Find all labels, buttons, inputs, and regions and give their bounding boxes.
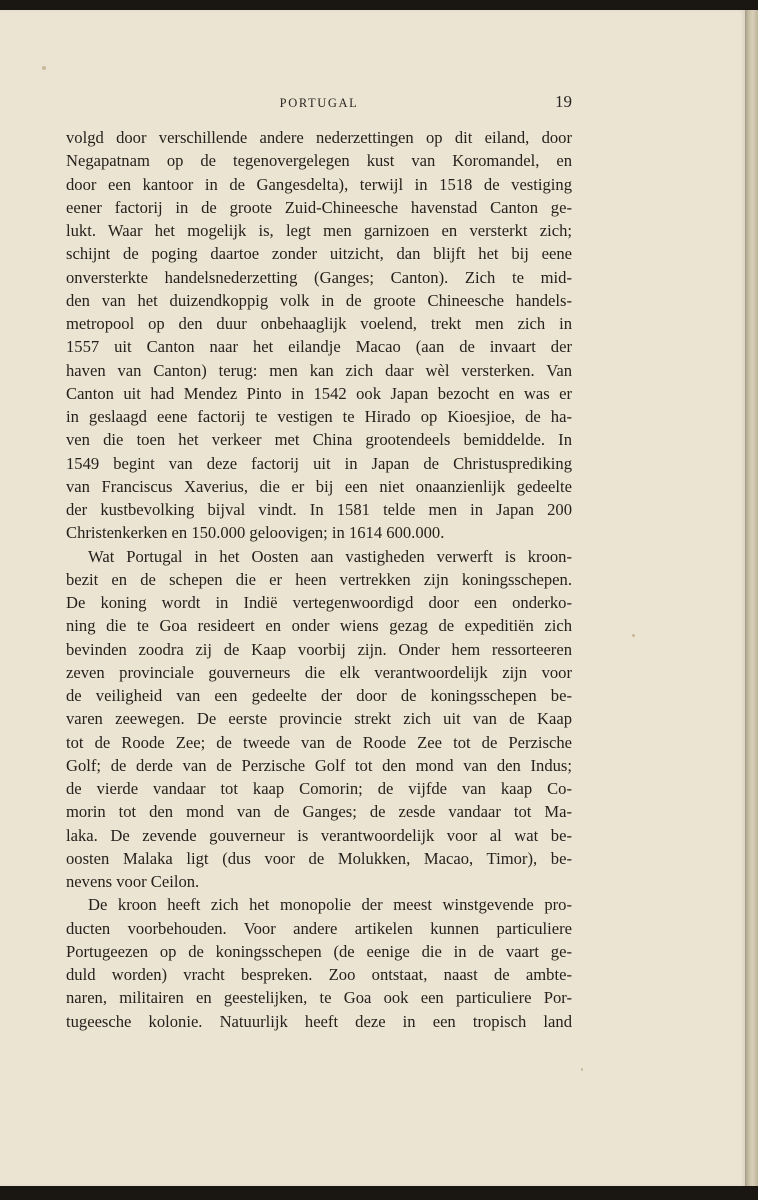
text-line: tot de Roode Zee; de tweede van de Roode Zee tot de Perzische <box>66 732 572 752</box>
text-line: in geslaagd eene factorij te vestigen te Hirado op Kioesjioe, de ha- <box>66 407 572 426</box>
text-line: schijnt de poging daartoe zonder uitzicht, dan blijft het bij eene <box>66 244 572 264</box>
text-line: Negapatnam op de tegenovergelegen kust van Koromandel, en <box>66 151 572 171</box>
text-line: Portugeezen op de koningsschepen (de eenige die in de vaart ge- <box>66 941 572 961</box>
text-line: laka. De zevende gouverneur is verantwoordelijk voor al wat be- <box>66 825 572 845</box>
text-line: door een kantoor in de Gangesdelta), terwijl in 1518 de vestiging <box>66 174 572 194</box>
paper-speck <box>632 634 635 637</box>
text-line: de vierde vandaar tot kaap Comorin; de vijfde van kaap Co- <box>66 779 572 798</box>
page-number: 19 <box>555 92 572 111</box>
page-edge <box>745 10 758 1186</box>
running-head-title: PORTUGAL <box>279 96 359 110</box>
paper-speck <box>581 1068 583 1071</box>
text-line: eener factorij in de groote Zuid-Chineesche havenstad Canton ge- <box>66 197 572 217</box>
text-line: Christenkerken en 150.000 geloovigen; in 1614 600.000. <box>66 523 445 543</box>
text-line: Canton uit had Mendez Pinto in 1542 ook Japan bezocht en was er <box>66 383 572 403</box>
text-line: van Franciscus Xaverius, die er bij een niet onaanzienlijk gedeelte <box>66 476 572 496</box>
text-line: ducten voorbehouden. Voor andere artikelen kunnen particuliere <box>66 918 572 938</box>
text-line: haven van Canton) terug: men kan zich daar wèl versterken. Van <box>66 360 572 380</box>
text-line: De kroon heeft zich het monopolie der meest winstgevende pro- <box>88 895 572 915</box>
text-line: metropool op den duur onbehaaglijk voelend, trekt men zich in <box>66 314 572 333</box>
text-line: tugeesche kolonie. Natuurlijk heeft deze in een tropisch land <box>66 1011 572 1031</box>
text-line: der kustbevolking bijval vindt. In 1581 telde men in Japan 200 <box>66 500 572 519</box>
text-line: De koning wordt in Indië vertegenwoordigd door een onderko- <box>66 593 572 612</box>
paragraph <box>66 126 572 545</box>
body-text <box>66 126 572 1033</box>
running-head <box>66 92 572 116</box>
paragraph <box>66 893 572 1033</box>
text-line: nevens voor Ceilon. <box>66 872 200 891</box>
text-line: Golf; de derde van de Perzische Golf tot den mond van den Indus; <box>66 755 572 775</box>
text-line: bevinden zoodra zij de Kaap voorbij zijn. Onder hem ressorteeren <box>66 639 572 659</box>
text-line: varen zeewegen. De eerste provincie strekt zich uit van de Kaap <box>66 709 572 729</box>
text-line: oosten Malaka ligt (dus voor de Molukken, Macao, Timor), be- <box>66 848 572 868</box>
text-line: onversterkte handelsnederzetting (Ganges; Canton). Zich te mid- <box>66 267 572 287</box>
text-line: Wat Portugal in het Oosten aan vastigheden verwerft is kroon- <box>88 546 572 566</box>
paragraph <box>66 545 572 894</box>
text-line: zeven provinciale gouverneurs die elk verantwoordelijk zijn voor <box>66 662 572 682</box>
paper-speck <box>42 66 46 70</box>
text-line: naren, militairen en geestelijken, te Goa ook een particuliere Por- <box>66 988 572 1008</box>
text-line: bezit en de schepen die er heen vertrekken zijn koningsschepen. <box>66 569 572 589</box>
text-line: duld worden) vracht bespreken. Zoo ontstaat, naast de ambte- <box>66 965 572 984</box>
text-line: volgd door verschillende andere nederzettingen op dit eiland, door <box>66 128 572 147</box>
text-line: morin tot den mond van de Ganges; de zesde vandaar tot Ma- <box>66 802 572 822</box>
text-line: lukt. Waar het mogelijk is, legt men garnizoen en versterkt zich; <box>66 221 572 240</box>
text-line: den van het duizendkoppig volk in de groote Chineesche handels- <box>66 290 572 310</box>
text-line: ven die toen het verkeer met China grootendeels bemiddelde. In <box>66 430 572 450</box>
text-line: 1549 begint van deze factorij uit in Japan de Christusprediking <box>66 453 572 473</box>
text-line: de veiligheid van een gedeelte der door de koningsschepen be- <box>66 686 572 705</box>
text-line: ning die te Goa resideert en onder wiens gezag de expeditiën zich <box>66 616 572 636</box>
text-line: 1557 uit Canton naar het eilandje Macao (aan de invaart der <box>66 337 572 357</box>
